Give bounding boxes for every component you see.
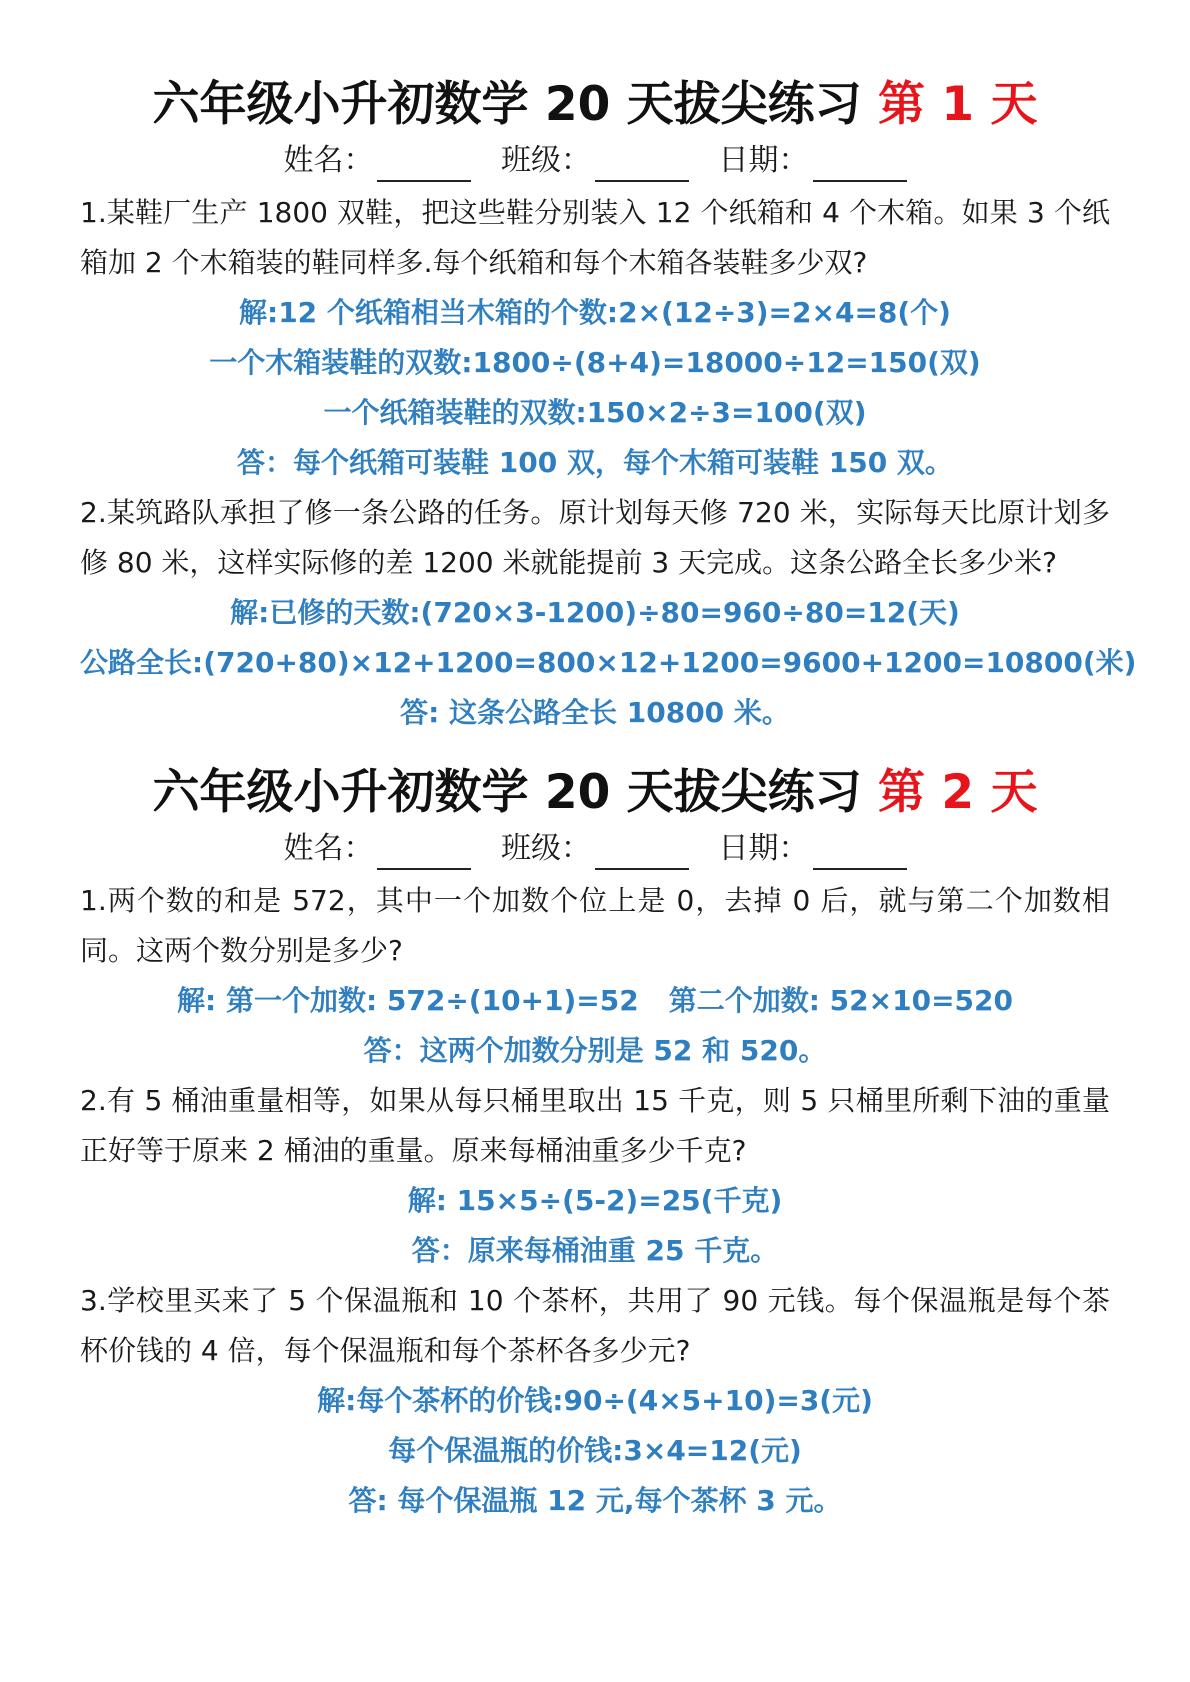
- day-1-section: [80, 70, 1137, 738]
- answer-line: 答: 这条公路全长 10800 米。: [400, 696, 790, 729]
- date-label: 日期：: [718, 143, 809, 178]
- name-blank: [377, 152, 471, 182]
- name-field: [283, 831, 471, 866]
- name-field: [283, 143, 471, 178]
- class-field: [501, 831, 689, 866]
- solution-line: 解:12 个纸箱相当木箱的个数:2×(12÷3)=2×4=8(个): [239, 296, 951, 329]
- problem-question: 1.某鞋厂生产 1800 双鞋，把这些鞋分别装入 12 个纸箱和 4 个木箱。如果 3 个纸箱加 2 个木箱装的鞋同样多.每个纸箱和每个木箱各装鞋多少双?: [80, 196, 1110, 279]
- date-blank: [813, 840, 907, 870]
- solution-line: 一个纸箱装鞋的双数:150×2÷3=100(双): [323, 396, 867, 429]
- answer-line: 答：这两个加数分别是 52 和 520。: [363, 1034, 827, 1067]
- day-2-section: [80, 758, 1110, 1526]
- class-blank: [595, 840, 689, 870]
- answer-line: 答：原来每桶油重 25 千克。: [411, 1234, 779, 1267]
- day-number-label: 第 1 天: [878, 77, 1038, 132]
- solution-line: [80, 976, 1110, 1026]
- solution-line: 解:每个茶杯的价钱:90÷(4×5+10)=3(元): [317, 1384, 873, 1417]
- day-2-title: [80, 758, 1110, 828]
- solution-line: 解: 15×5÷(5-2)=25(千克): [407, 1184, 783, 1217]
- class-label: 班级：: [501, 831, 591, 866]
- problem-question: 3.学校里买来了 5 个保温瓶和 10 个茶杯，共用了 90 元钱。每个保温瓶是每个茶杯价钱的 4 倍，每个保温瓶和每个茶杯各多少元?: [80, 1284, 1110, 1367]
- student-info-line: [80, 140, 1110, 182]
- name-blank: [377, 840, 471, 870]
- problem-question: 1.两个数的和是 572，其中一个加数个位上是 0，去掉 0 后，就与第二个加数相同。这两个数分别是多少?: [80, 884, 1110, 967]
- name-label: 姓名：: [283, 831, 374, 866]
- name-label: 姓名：: [283, 143, 374, 178]
- class-field: [501, 143, 689, 178]
- problem-question: 2.有 5 桶油重量相等，如果从每只桶里取出 15 千克，则 5 只桶里所剩下油的重量正好等于原来 2 桶油的重量。原来每桶油重多少千克?: [80, 1084, 1110, 1167]
- solution-line: 一个木箱装鞋的双数:1800÷(8+4)=18000÷12=150(双): [209, 346, 981, 379]
- problem-question: 2.某筑路队承担了修一条公路的任务。原计划每天修 720 米，实际每天比原计划多修 80 米，这样实际修的差 1200 米就能提前 3 天完成。这条公路全长多少米?: [80, 496, 1110, 579]
- date-label: 日期：: [718, 831, 809, 866]
- date-field: [719, 831, 907, 866]
- date-field: [719, 143, 907, 178]
- class-blank: [595, 152, 689, 182]
- solution-part-first: 解: 第一个加数: 572÷(10+1)=52: [177, 984, 639, 1017]
- day-1-title: [80, 70, 1110, 140]
- student-info-line: [80, 828, 1110, 870]
- solution-line: 解:已修的天数:(720×3-1200)÷80=960÷80=12(天): [230, 596, 960, 629]
- worksheet-title: 六年级小升初数学 20 天拔尖练习: [152, 765, 862, 820]
- date-blank: [813, 152, 907, 182]
- solution-part-second: 第二个加数: 52×10=520: [668, 984, 1013, 1017]
- answer-line: 答: 每个保温瓶 12 元,每个茶杯 3 元。: [348, 1484, 842, 1517]
- worksheet-title: 六年级小升初数学 20 天拔尖练习: [152, 77, 862, 132]
- day-number-label: 第 2 天: [878, 765, 1038, 820]
- answer-line: 答：每个纸箱可装鞋 100 双，每个木箱可装鞋 150 双。: [237, 446, 953, 479]
- solution-line: 每个保温瓶的价钱:3×4=12(元): [388, 1434, 802, 1467]
- solution-line: 公路全长:(720+80)×12+1200=800×12+1200=9600+1200=10800(米): [80, 646, 1137, 679]
- class-label: 班级：: [501, 143, 591, 178]
